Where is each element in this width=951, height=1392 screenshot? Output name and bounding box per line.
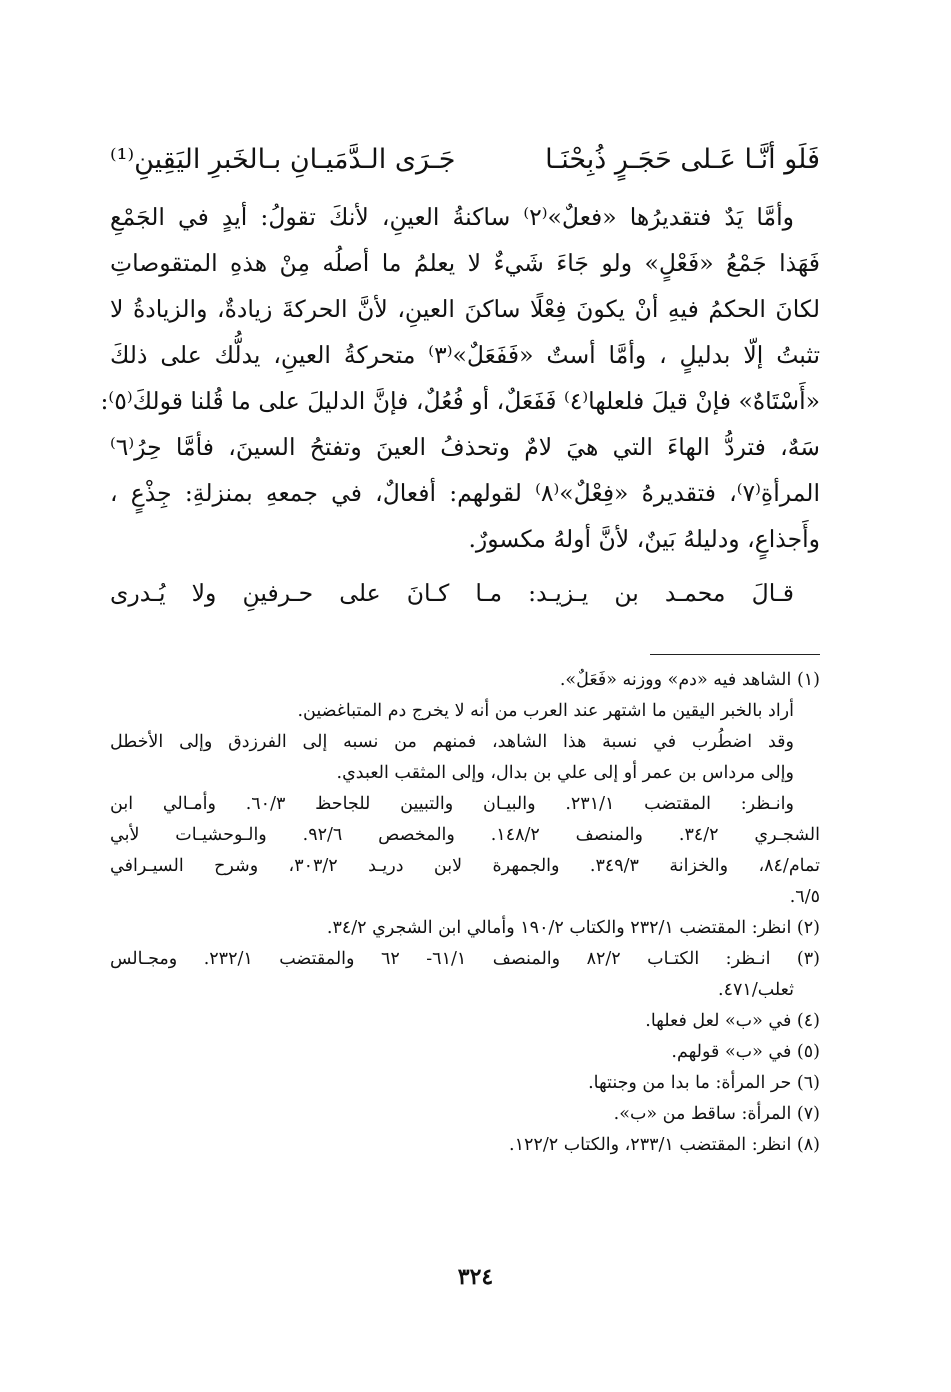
footnote-3: (٣) انـظر: الكتـاب ٨٢/٢ والمنصف ٦١/١- ٦٢ والمقتضب ٢٣٢/١. ومجـالس <box>110 949 820 969</box>
footnote-1-line: وانـظر: المقتضب ٢٣١/١. والبيـان والتبيين للجاحظ ٦٠/٣. وأمـالي ابن <box>110 794 794 814</box>
footnote-1-line: أراد بالخبر اليقين ما اشتهر عند العرب من أنه لا يخرج دم المتباغضين. <box>297 701 794 721</box>
footnote-4: (٤) في «ب» لعل فعلها. <box>645 1011 820 1031</box>
body-line: «أَسْتَاهٌ» فإنْ قيلَ فلعلها⁽٤⁾ فَفَعَلٌ، أو فُعُلٌ، فإنَّ الدليلَ على ما قُلنا قولكَ⁽٥⁾: <box>100 387 820 415</box>
footnote-1-title: (١) الشاهد فيه «دم» ووزنه «فَعَلٌ». <box>559 670 820 690</box>
footnote-7: (٧) المرأة: ساقط من «ب». <box>613 1104 820 1124</box>
body-line: فَهَذا جَمْعُ «فَعْلٍ» ولو جَاءَ شَيءٌ لا يعلمُ ما أصلُه مِنْ هذهِ المتقوصاتِ <box>110 249 820 277</box>
footnote-6: (٦) حر المرأة: ما بدا من وجنتها. <box>588 1073 820 1093</box>
footnote-3-continuation: ثعلب/٤٧١. <box>718 980 794 1000</box>
body-line: وأمَّا يَدٌ فتقديرُها «فعلٌ»⁽٢⁾ ساكنةُ العينِ، لأنكَ تقولُ: أيدٍ في الجَمْعِ <box>110 203 794 231</box>
verse-second-hemistich: جَـرَى الـدَّمَيـانِ بـالخَبرِ اليَقِينِ⁽¹⁾ <box>110 144 456 175</box>
quote-line: قـالَ محمـد بن يـزيـد: مـا كـانَ على حـرفينِ ولا يُـدرى <box>110 579 794 607</box>
footnote-8: (٨) انظر: المقتضب ٢٣٣/١، والكتاب ١٢٢/٢. <box>509 1135 820 1155</box>
footnote-1-line: وإلى مرداس بن عمر أو إلى علي بن بدال، وإلى المثقب العبدي. <box>336 763 794 783</box>
footnote-1-line: تمام/٨٤، والخزانة ٣٤٩/٣. والجمهرة لابن دريـد ٣٠٣/٢، وشرح السيـرافي <box>110 856 820 876</box>
body-line: لكانَ الحكمُ فيهِ أنْ يكونَ فِعْلًا ساكنَ العينِ، لأنَّ الحركةَ زيادةٌ، والزيادةُ لا <box>110 295 820 323</box>
poetry-verse <box>110 138 820 182</box>
body-line: سَهٌ، فتردُّ الهاءَ التي هيَ لامٌ وتحذفُ العينَ وتفتحُ السينَ، فأمَّا حِرُ⁽٦⁾ <box>110 433 820 461</box>
footnote-5: (٥) في «ب» قولهم. <box>671 1042 820 1062</box>
footnote-2: (٢) انظر: المقتضب ٢٣٢/١ والكتاب ١٩٠/٢ وأمالي ابن الشجري ٣٤/٢. <box>326 918 820 938</box>
footnote-1-line: الشجـري ٣٤/٢. والمنصف ١٤٨/٢. والمخصص ٩٢/٦. والـوحشيـات لأبي <box>110 825 820 845</box>
body-line: المرأةِ⁽٧⁾، فتقديرهُ «فِعْلٌ»⁽٨⁾ لقولهم: أفعالٌ، في جمعهِ بمنزلةِ: جِذْعٍ ، <box>110 479 820 507</box>
body-line: تثبتُ إلّا بدليلٍ ، وأمَّا أستٌ «فَفَعَلٌ»⁽٣⁾ متحركةُ العينِ، يدلُّك على ذلكَ <box>110 341 820 369</box>
verse-first-hemistich: فَلَو أنَّـا عَـلى حَجَـرٍ ذُبِحْنَـا <box>545 144 820 175</box>
footnote-separator <box>650 654 820 655</box>
page-number: ٣٢٤ <box>457 1264 494 1290</box>
page-content <box>100 138 820 1161</box>
body-line: وأَجذاعٍ، ودليلهُ بَينٌ، لأنَّ أولهُ مكسورٌ. <box>468 525 820 553</box>
footnote-1-line: ٦/٥. <box>789 887 820 907</box>
footnote-1-line: وقد اضطُرب في نسبة هذا الشاهد، فمنهم من نسبه إلى الفرزدق وإلى الأخطل <box>110 732 794 752</box>
